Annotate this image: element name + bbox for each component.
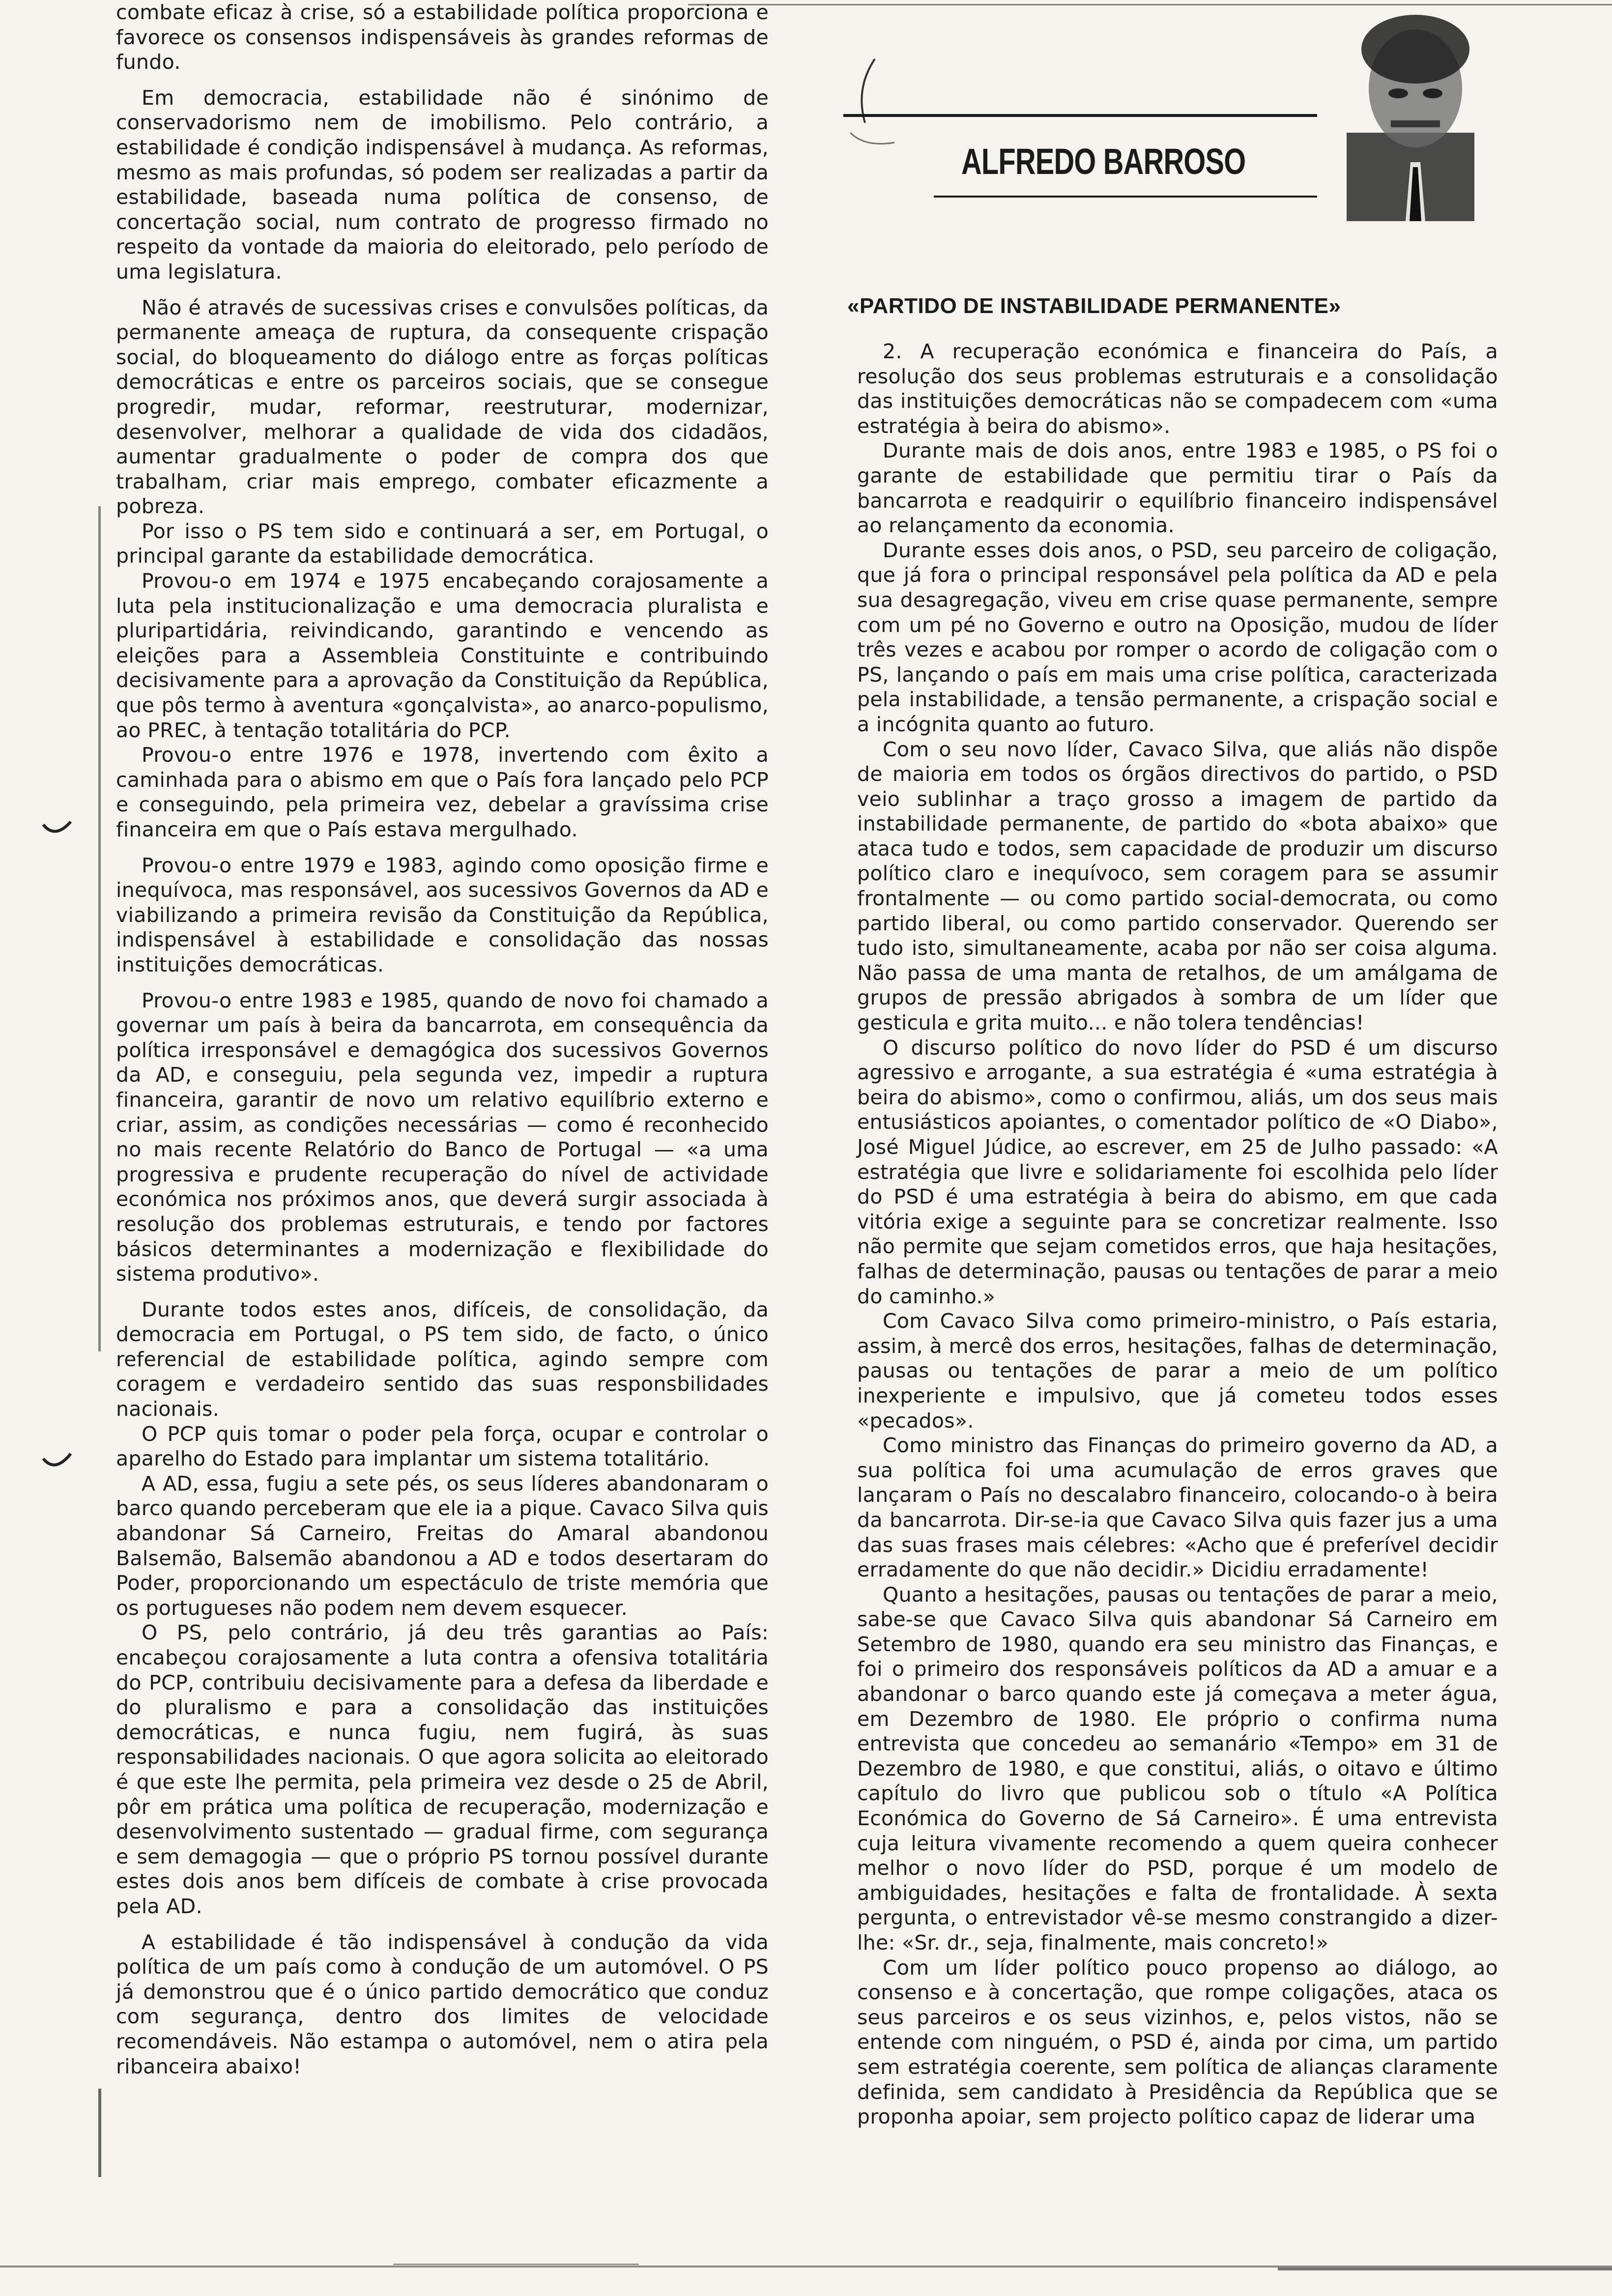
header-rule-top — [843, 114, 1364, 117]
paragraph: Por isso o PS tem sido e continuará a ser, em Portugal, o principal garante da estabilidade democrática. — [116, 519, 769, 568]
paragraph: O PCP quis tomar o poder pela força, ocupar e controlar o aparelho do Estado para implantar um sistema totalitário. — [116, 1422, 769, 1471]
page-bottom-rule — [0, 2261, 1612, 2273]
paragraph: 2. A recuperação económica e financeira do País, a resolução dos seus problemas estruturais e a consolidação das instituições democráticas não se compadecem com «uma estratégia à beira do abismo». — [857, 340, 1498, 438]
header-rule-bottom — [934, 196, 1366, 198]
margin-bar — [98, 506, 101, 1351]
paragraph: Provou-o entre 1979 e 1983, agindo como oposição firme e inequívoca, mas responsável, aos sucessivos Governos da AD e viabilizando a primeira revisão da Constituição da República, indispensável à estabilidade e consolidação das nossas instituições democráticas. — [116, 853, 769, 976]
paragraph: O PS, pelo contrário, já deu três garantias ao País: encabeçou corajosamente a luta contra a ofensiva totalitária do PCP, contribuiu decisivamente para a defesa da liberdade e do pluralismo e para a consolidação das instituições democráticas, e nunca fugiu, nem fugirá, às suas responsabilidades nacionais. O que agora solicita ao eleitorado é que este lhe permita, pela primeira vez desde o 25 de Abril, pôr em prática uma política de recuperação, modernização e desenvolvimento sustentado — gradual firme, com segurança e sem demagogia — que o próprio PS tornou possível durante estes dois anos bem difíceis de combate à crise provocada pela AD. — [116, 1621, 769, 1918]
paragraph: Durante mais de dois anos, entre 1983 e 1985, o PS foi o garante de estabilidade que permitiu tirar o País da bancarrota e readquirir o equilíbrio financeiro indispensável ao relançamento da economia. — [857, 439, 1498, 538]
paragraph: Durante todos estes anos, difíceis, de consolidação, da democracia em Portugal, o PS tem sido, de facto, o único referencial de estabilidade política, agindo sempre com coragem e verdadeiro sentido das suas responsbilidades nacionais. — [116, 1297, 769, 1421]
author-name: ALFREDO BARROSO — [961, 141, 1246, 182]
margin-check-icon — [40, 816, 75, 845]
paragraph: Durante esses dois anos, o PSD, seu parceiro de coligação, que já fora o principal responsável pela política da AD e pela sua desagregação, viveu em crise quase permanente, sempre com um pé no Governo e outro na Oposição, mudou de líder três vezes e acabou por romper o acordo de coligação com o PS, lançando o país em mais uma crise política, caracterizada pela instabilidade, a tensão permanente, a crispação social e a incógnita quanto ao futuro. — [857, 538, 1498, 736]
paragraph: Com o seu novo líder, Cavaco Silva, que aliás não dispõe de maioria em todos os órgãos directivos do partido, o PSD veio sublinhar a traço grosso a imagem de partido da instabilidade permanente, de partido do «bota abaixo» que ataca tudo e todos, sem capacidade de produzir um discurso político claro e inequívoco, sem coragem para se assumir frontalmente — ou como partido social-democrata, ou como partido liberal, ou como partido conservador. Querendo ser tudo isto, simultaneamente, acaba por não ser coisa alguma. Não passa de uma manta de retalhos, de um amálgama de grupos de pressão abrigados à sombra de um líder que gesticula e grita muito... e não tolera tendências! — [857, 737, 1498, 1035]
paragraph: Em democracia, estabilidade não é sinónimo de conservadorismo nem de imobilismo. Pelo contrário, a estabilidade é condição indispensável à mudança. As reformas, mesmo as mais profundas, só podem ser realizadas a partir da estabilidade, baseada numa política de consenso, de concertação social, num contrato de progresso firmado no respeito da vontade da maioria do eleitorado, pelo período de uma legislatura. — [116, 86, 769, 284]
paragraph: Provou-o entre 1976 e 1978, invertendo com êxito a caminhada para o abismo em que o País fora lançado pelo PCP e conseguindo, pela primeira vez, debelar a gravíssima crise financeira em que o País estava mergulhado. — [116, 743, 769, 841]
left-article-column — [116, 0, 769, 2079]
right-article-column — [857, 339, 1498, 2129]
section-title: «PARTIDO DE INSTABILIDADE PERMANENTE» — [847, 294, 1341, 318]
paragraph: Como ministro das Finanças do primeiro governo da AD, a sua política foi uma acumulação de erros graves que lançaram o País no descalabro financeiro, colocando-o à beira da bancarrota. Dir-se-ia que Cavaco Silva quis fazer jus a uma das suas frases mais célebres: «Acho que é preferível decidir erradamente do que não decidir.» Dicidiu erradamente! — [857, 1434, 1498, 1582]
paragraph: O discurso político do novo líder do PSD é um discurso agressivo e arrogante, a sua estratégia é «uma estratégia à beira do abismo», como o confirmou, aliás, um dos seus mais entusiásticos apoiantes, o comentador político de «O Diabo», José Miguel Júdice, ao escrever, em 25 de Julho passado: «A estratégia que livre e solidariamente foi escolhida pelo líder do PSD é uma estratégia à beira do abismo, em que cada vitória exige a seguinte para se concretizar realmente. Isso não permite que sejam cometidos erros, que haja hesitações, falhas de determinação, pausas ou tentações de parar a meio do caminho.» — [857, 1035, 1498, 1308]
paragraph: Provou-o em 1974 e 1975 encabeçando corajosamente a luta pela institucionalização e uma democracia pluralista e pluripartidária, reivindicando, garantindo e vencendo as eleições para a Assembleia Constituinte e contribuindo decisivamente para a aprovação da Constituição da República, que pôs termo à aventura «gonçalvista», ao anarco-populismo, ao PREC, à tentação totalitária do PCP. — [116, 569, 769, 742]
page-top-rule — [688, 4, 1612, 5]
paragraph: Não é através de sucessivas crises e convulsões políticas, da permanente ameaça de ruptura, da consequente crispação social, do bloqueamento do diálogo entre as forças políticas democráticas e entre os parceiros sociais, que se consegue progredir, mudar, reformar, reestruturar, modernizar, desenvolver, melhorar a qualidade de vida dos cidadãos, aumentar gradualmente o poder de compra dos que trabalham, criar mais emprego, combater eficazmente a pobreza. — [116, 295, 769, 518]
paragraph: Provou-o entre 1983 e 1985, quando de novo foi chamado a governar um país à beira da bancarrota, em consequência da política irresponsável e demagógica dos sucessivos Governos da AD, e conseguiu, pela segunda vez, impedir a ruptura financeira, garantir de novo um relativo equilíbrio externo e criar, assim, as condições necessárias — como é reconhecido no mais recente Relatório do Banco de Portugal — «a uma progressiva e prudente recuperação do nível de actividade económica nos próximos anos, que deverá surgir associada à resolução dos problemas estruturais, e tendo por factores básicos determinantes a modernização e flexibilidade do sistema produtivo». — [116, 988, 769, 1286]
paragraph: A estabilidade é tão indispensável à condução da vida política de um país como à condução de um automóvel. O PS já demonstrou que é o único partido democrático que conduz com segurança, dentro dos limites de velocidade recomendáveis. Não estampa o automóvel, nem o atira pela ribanceira abaixo! — [116, 1930, 769, 2078]
margin-bar — [98, 2089, 101, 2177]
paragraph: combate eficaz à crise, só a estabilidade política proporciona e favorece os consensos indispensáveis às grandes reformas de fundo. — [116, 0, 769, 74]
paragraph: Quanto a hesitações, pausas ou tentações de parar a meio, sabe-se que Cavaco Silva quis abandonar Sá Carneiro em Setembro de 1980, quando era seu ministro das Finanças, e foi o primeiro dos responsáveis políticos da AD a amuar e a abandonar o barco quando este já começava a meter água, em Dezembro de 1980. Ele próprio o confirma numa entrevista que concedeu ao semanário «Tempo» em 31 de Dezembro de 1980, e que constitui, aliás, o oitavo e último capítulo do livro que publicou sob o título «A Política Económica do Governo de Sá Carneiro». É uma entrevista cuja leitura vivamente recomendo a quem queira conhecer melhor o novo líder do PSD, porque é um modelo de ambiguidades, hesitações e falta de frontalidade. À sexta pergunta, o entrevistador vê-se mesmo constrangido a dizer-lhe: «Sr. dr., seja, finalmente, mais concreto!» — [857, 1582, 1498, 1954]
margin-check-icon — [40, 1450, 75, 1479]
paragraph: Com Cavaco Silva como primeiro-ministro, o País estaria, assim, à mercê dos erros, hesitações, falhas de determinação, pausas ou tentações de parar a meio de um político inexperiente e impulsivo, que já cometeu todos esses «pecados». — [857, 1309, 1498, 1433]
paragraph: A AD, essa, fugiu a sete pés, os seus líderes abandonaram o barco quando perceberam que ele ia a pique. Cavaco Silva quis abandonar Sá Carneiro, Freitas do Amaral abandonou Balsemão, Balsemão abandonou a AD e todos desertaram do Poder, proporcionando um espectáculo de triste memória que os portugueses não podem nem devem esquecer. — [116, 1471, 769, 1620]
author-portrait-image — [1317, 15, 1484, 221]
paragraph: Com um líder político pouco propenso ao diálogo, ao consenso e à concertação, que rompe coligações, ataca os seus parceiros e os seus vizinhos, e, pelos vistos, não se entende com ninguém, o PSD é, ainda por cima, um partido sem estratégia coerente, sem política de alianças claramente definida, sem candidato à Presidência da República que se proponha apoiar, sem projecto político capaz de liderar uma — [857, 1955, 1498, 2129]
